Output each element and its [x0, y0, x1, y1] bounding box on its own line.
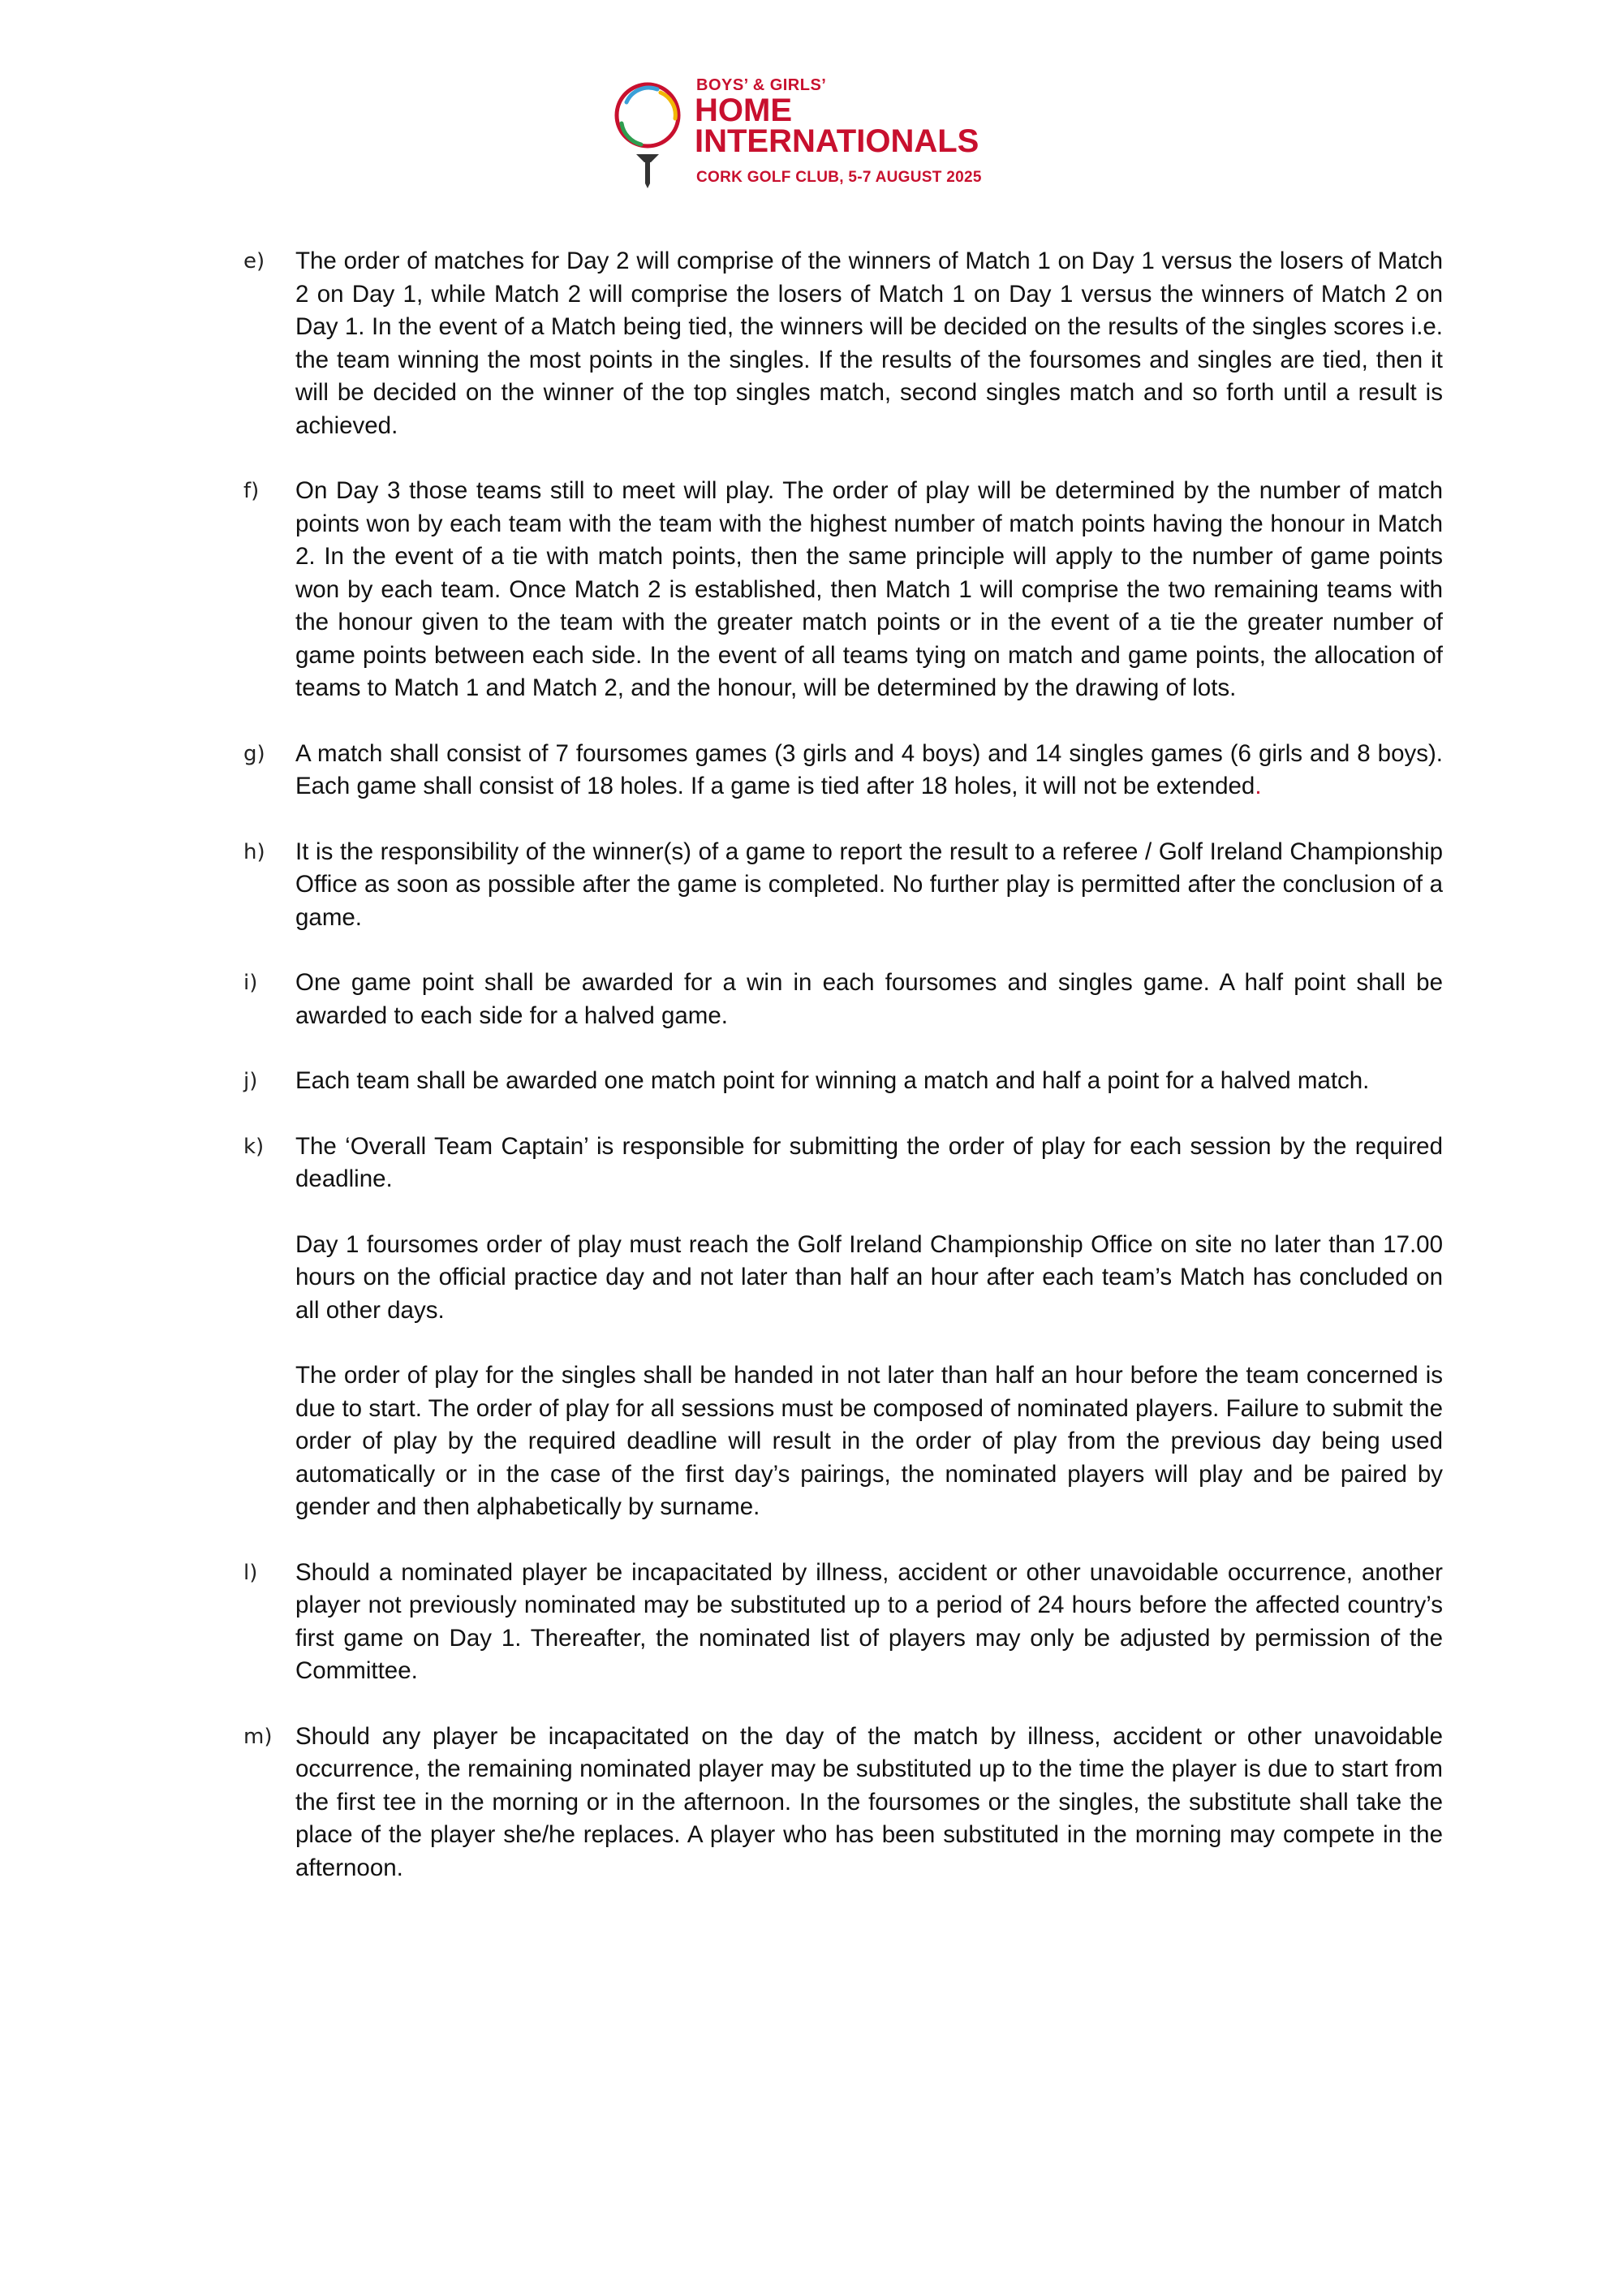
- rule-paragraph: The ‘Overall Team Captain’ is responsible for submitting the order of play for each session by the required deadline.: [295, 1132, 1443, 1192]
- rule-paragraph: [295, 738, 1443, 803]
- rule-paragraph: Day 1 foursomes order of play must reach the Golf Ireland Championship Office on site no later than 17.00 hours on the official practice day and not later than half an hour after each team’s Match has concluded on all other days.: [295, 1230, 1443, 1324]
- rule-marker: f): [243, 479, 260, 503]
- golf-ball-on-tee-icon: [609, 76, 690, 190]
- rule-marker: j): [243, 1069, 258, 1093]
- rule-paragraph: Should any player be incapacitated on the day of the match by illness, accident or other unavoidable occurrence, the remaining nominated player may be substituted up to the time the player is due to start from the first tee in the morning or in the afternoon. In the foursomes or the singles, the substitute shall take the place of the player she/he replaces. A player who has been substituted in the morning may compete in the afternoon.: [295, 1722, 1443, 1881]
- rule-item-h: [243, 836, 1443, 935]
- rules-list: [243, 245, 1443, 1917]
- rule-paragraph: Each team shall be awarded one match point for winning a match and half a point for a halved match.: [295, 1067, 1370, 1094]
- rule-marker: m): [243, 1724, 273, 1749]
- event-logo: [609, 71, 1063, 193]
- rule-item-f: [243, 475, 1443, 705]
- rule-paragraph: Should a nominated player be incapacitated by illness, accident or other unavoidable occurrence, another player not previously nominated may be substituted up to a period of 24 hours before the affected country’s first game on Day 1. Thereafter, the nominated list of players may only be adjusted by permission of the Committee.: [295, 1558, 1443, 1684]
- rule-item-l: [243, 1557, 1443, 1688]
- rule-marker: k): [243, 1134, 265, 1159]
- rule-item-g: [243, 738, 1443, 803]
- rule-paragraph: One game point shall be awarded for a win in each foursomes and singles game. A half point shall be awarded to each side for a halved game.: [295, 969, 1443, 1029]
- logo-line-1: BOYS’ & GIRLS’: [696, 76, 827, 94]
- rule-item-j: [243, 1065, 1443, 1098]
- rule-marker: g): [243, 741, 265, 766]
- rule-paragraph: The order of matches for Day 2 will comprise of the winners of Match 1 on Day 1 versus the losers of Match 2 on Day 1, while Match 2 will comprise the losers of Match 1 on Day 1 versus the winners of Match 2 on Day 1. In the event of a Match being tied, the winners will be decided on the results of the singles scores i.e. the team winning the most points in the singles. If the results of the foursomes and singles are tied, then it will be decided on the winner of the top singles match, second singles match and so forth until a result is achieved.: [295, 248, 1443, 439]
- trailing-red-period: .: [1255, 773, 1262, 799]
- rule-item-i: [243, 967, 1443, 1032]
- rule-paragraph: It is the responsibility of the winner(s) of a game to report the result to a referee / Golf Ireland Championship Office as soon as possible after the game is completed. No further play is permitted after the conclusion of a game.: [295, 838, 1443, 931]
- rule-marker: l): [243, 1560, 258, 1585]
- logo-venue-dates: CORK GOLF CLUB, 5-7 AUGUST 2025: [696, 169, 982, 186]
- rule-marker: h): [243, 839, 265, 864]
- rule-marker: e): [243, 249, 265, 274]
- rule-paragraph: The order of play for the singles shall be handed in not later than half an hour before the team concerned is due to start. The order of play for all sessions must be composed of nominated players. Failure to submit the order of play by the required deadline will result in the order of play from the previous day being used automatically or in the case of the first day’s pairings, the nominated players will play and be paired by gender and then alphabetically by surname.: [295, 1362, 1443, 1520]
- rule-text: A match shall consist of 7 foursomes games (3 girls and 4 boys) and 14 singles games (6 girls and 8 boys). Each game shall consist of 18 holes. If a game is tied after 18 holes, it will not be extended: [295, 739, 1443, 799]
- rule-item-k: [243, 1131, 1443, 1524]
- rule-item-m: [243, 1721, 1443, 1885]
- logo-line-2: HOME: [695, 93, 792, 128]
- rule-item-e: [243, 245, 1443, 442]
- logo-line-3: INTERNATIONALS: [695, 123, 979, 159]
- rule-paragraph: On Day 3 those teams still to meet will play. The order of play will be determined by the number of match points won by each team with the team with the highest number of match points having the honour in Match 2. In the event of a tie with match points, then the same principle will apply to the number of game points won by each team. Once Match 2 is established, then Match 1 will comprise the two remaining teams with the honour given to the team with the greater match points or in the event of a tie the greater number of game points between each side. In the event of all teams tying on match and game points, the allocation of teams to Match 1 and Match 2, and the honour, will be determined by the drawing of lots.: [295, 477, 1443, 701]
- rule-marker: i): [243, 971, 258, 995]
